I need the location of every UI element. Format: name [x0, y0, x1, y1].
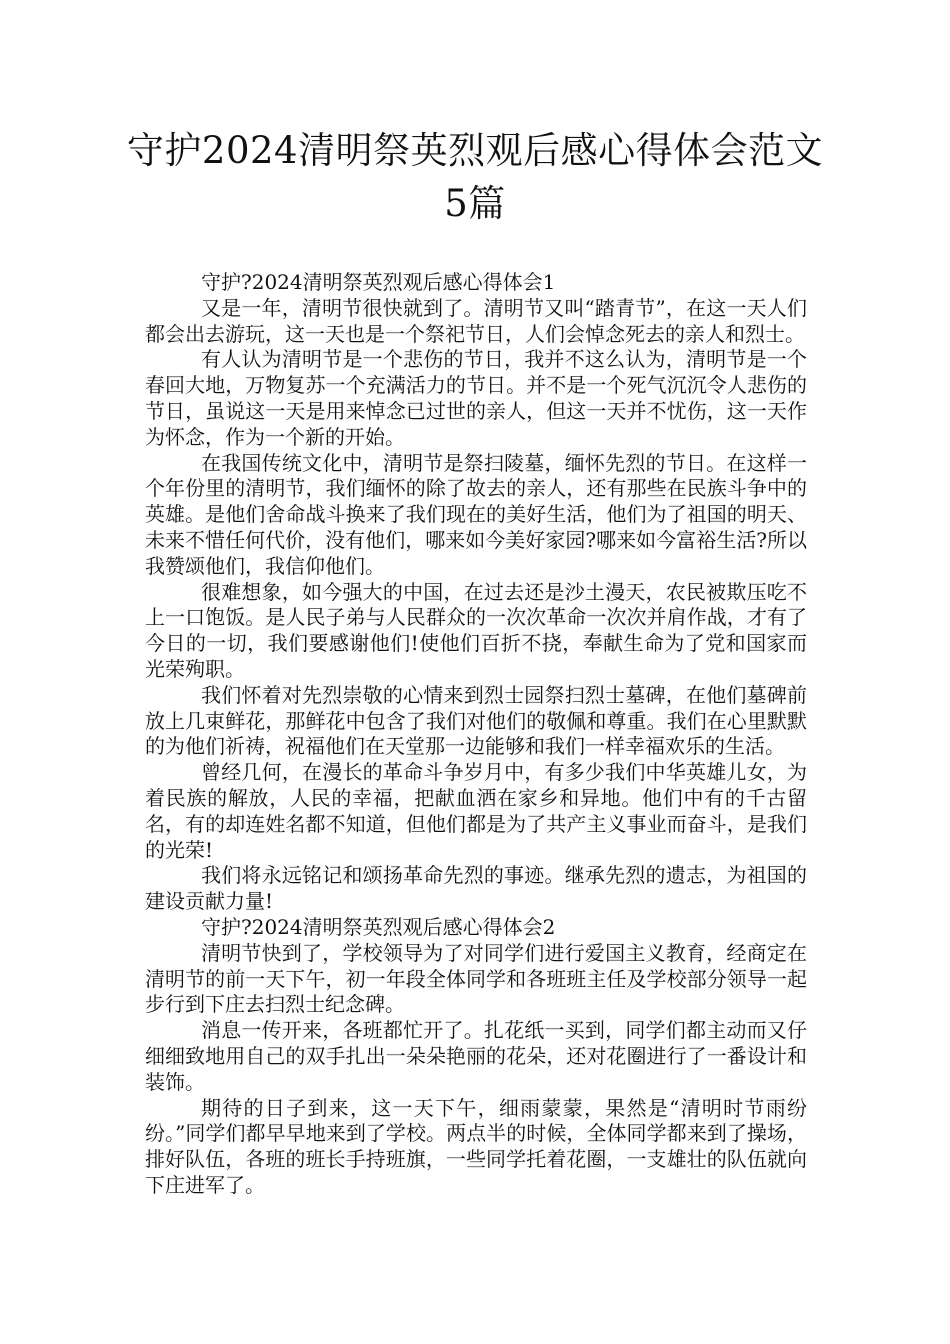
- paragraph: 期待的日子到来，这一天下午，细雨蒙蒙，果然是“清明时节雨纷纷。”同学们都早早地来到了学校。两点半的时候，全体同学都来到了操场，排好队伍，各班的班长手持班旗，一些同学托着花圈，一支雄壮的队伍就向下庄进军了。: [145, 1095, 807, 1197]
- paragraph: 有人认为清明节是一个悲伤的节日，我并不这么认为，清明节是一个春回大地，万物复苏一个充满活力的节日。并不是一个死气沉沉令人悲伤的节日，虽说这一天是用来悼念已过世的亲人，但这一天并不忧伤，这一天作为怀念，作为一个新的开始。: [145, 347, 807, 449]
- paragraph: 我们将永远铭记和颂扬革命先烈的事迹。继承先烈的遗志，为祖国的建设贡献力量!: [145, 863, 807, 914]
- section-heading-1: 守护?2024清明祭英烈观后感心得体会1: [201, 270, 556, 294]
- paragraph: 很难想象，如今强大的中国，在过去还是沙土漫天，农民被欺压吃不上一口饱饭。是人民子弟与人民群众的一次次革命一次次并肩作战，才有了今日的一切，我们要感谢他们!使他们百折不挠，奉献生命为了党和国家而光荣殉职。: [145, 579, 807, 681]
- paragraph: 曾经几何，在漫长的革命斗争岁月中，有多少我们中华英雄儿女，为着民族的解放，人民的幸福，把献血洒在家乡和异地。他们中有的千古留名，有的却连姓名都不知道，但他们都是为了共产主义事业而奋斗，是我们的光荣!: [145, 760, 807, 862]
- paragraph: 我们怀着对先烈崇敬的心情来到烈士园祭扫烈士墓碑，在他们墓碑前放上几束鲜花，那鲜花中包含了我们对他们的敬佩和尊重。我们在心里默默的为他们祈祷，祝福他们在天堂那一边能够和我们一样幸福欢乐的生活。: [145, 682, 807, 759]
- paragraph: 在我国传统文化中，清明节是祭扫陵墓，缅怀先烈的节日。在这样一个年份里的清明节，我们缅怀的除了故去的亲人，还有那些在民族斗争中的英雄。是他们舍命战斗换来了我们现在的美好生活，他们为了祖国的明天、未来不惜任何代价，没有他们，哪来如今美好家园?哪来如今富裕生活?所以我赞颂他们，我信仰他们。: [145, 450, 807, 578]
- document-title: [0, 124, 950, 230]
- paragraph: 清明节快到了，学校领导为了对同学们进行爱国主义教育，经商定在清明节的前一天下午，初一年段全体同学和各班班主任及学校部分领导一起步行到下庄去扫烈士纪念碑。: [145, 940, 807, 1017]
- document-title-line-2: 5篇: [444, 182, 506, 225]
- paragraph: 消息一传开来，各班都忙开了。扎花纸一买到，同学们都主动而又仔细细致地用自己的双手扎出一朵朵艳丽的花朵，还对花圈进行了一番设计和装饰。: [145, 1018, 807, 1094]
- paragraph: 又是一年，清明节很快就到了。清明节又叫“踏青节”，在这一天人们都会出去游玩，这一天也是一个祭祀节日，人们会悼念死去的亲人和烈士。: [145, 295, 807, 346]
- document-body: [145, 270, 807, 1199]
- document-title-line-1: 守护2024清明祭英烈观后感心得体会范文: [126, 129, 824, 172]
- section-heading-2: 守护?2024清明祭英烈观后感心得体会2: [201, 914, 556, 939]
